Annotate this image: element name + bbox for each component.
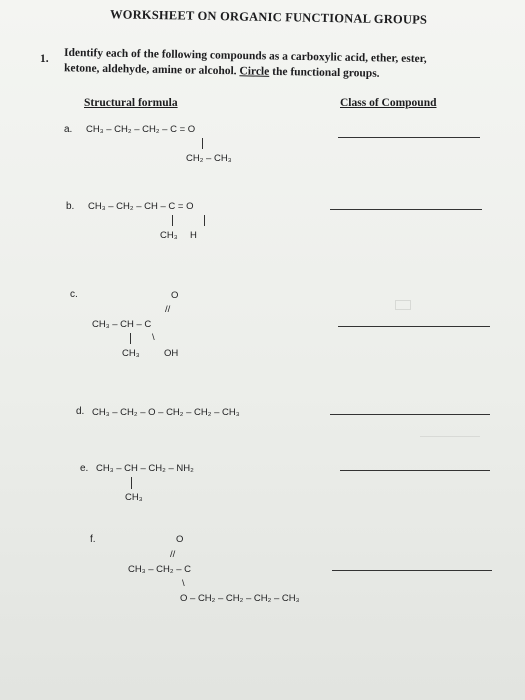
bleed-through-mark [420, 436, 480, 437]
item-a-answer-line[interactable] [338, 137, 480, 138]
item-b-vertical-bond-2 [204, 215, 205, 226]
item-a-label: a. [64, 124, 73, 135]
item-c-vertical-bond [130, 333, 131, 344]
item-a-branch: CH₂ – CH₃ [186, 153, 232, 164]
question-text-line-1: Identify each of the following compounds as a carboxylic acid, ether, ester, [63, 46, 427, 66]
item-b-label: b. [66, 201, 75, 212]
item-f-double-bond: // [170, 549, 176, 560]
item-f-main-chain: CH₃ – CH₂ – C [128, 564, 191, 575]
item-e-sub-ch3: CH₃ [125, 492, 143, 503]
item-d-label: d. [76, 406, 85, 417]
question-text-line-2 [64, 62, 380, 80]
column-header-class-of-compound: Class of Compound [340, 97, 437, 109]
question-text-part-1: ketone, aldehyde, amine or alcohol. [63, 62, 237, 78]
item-e-vertical-bond [131, 477, 132, 489]
bleed-through-mark [395, 300, 411, 310]
item-a-vertical-bond [202, 138, 203, 149]
column-header-structural-formula: Structural formula [84, 97, 178, 109]
item-f-label: f. [90, 534, 96, 545]
item-a-main-chain: CH₃ – CH₂ – CH₂ – C = O [86, 124, 196, 135]
item-f-answer-line[interactable] [332, 570, 492, 571]
item-e-label: e. [80, 463, 89, 474]
item-c-carbonyl-oxygen: O [171, 290, 179, 301]
question-text-part-2: the functional groups. [272, 65, 380, 80]
item-e-main-chain: CH₃ – CH – CH₂ – NH₂ [96, 463, 194, 474]
item-f-ester-bond: \ [182, 578, 185, 589]
item-b-sub-h: H [190, 230, 197, 241]
item-e-answer-line[interactable] [340, 470, 490, 471]
item-c-oh-bond: \ [152, 332, 155, 343]
item-c-answer-line[interactable] [338, 326, 490, 327]
question-circle-word: Circle [239, 65, 270, 78]
item-b-answer-line[interactable] [330, 209, 482, 210]
item-f-ester-branch: O – CH₂ – CH₂ – CH₂ – CH₃ [180, 593, 300, 604]
item-c-main-chain: CH₃ – CH – C [92, 319, 152, 330]
item-d-main-chain: CH₃ – CH₂ – O – CH₂ – CH₂ – CH₃ [92, 407, 240, 418]
item-c-double-bond: // [165, 304, 171, 315]
item-b-sub-ch3: CH₃ [160, 230, 178, 241]
item-c-label: c. [70, 289, 78, 300]
item-c-sub-oh: OH [164, 348, 179, 359]
item-b-main-chain: CH₃ – CH₂ – CH – C = O [88, 201, 194, 212]
item-b-vertical-bond-1 [172, 215, 173, 226]
worksheet-title: WORKSHEET ON ORGANIC FUNCTIONAL GROUPS [109, 7, 428, 27]
item-d-answer-line[interactable] [330, 414, 490, 415]
item-c-sub-ch3: CH₃ [122, 348, 140, 359]
item-f-carbonyl-oxygen: O [176, 534, 184, 545]
question-number: 1. [40, 53, 49, 65]
